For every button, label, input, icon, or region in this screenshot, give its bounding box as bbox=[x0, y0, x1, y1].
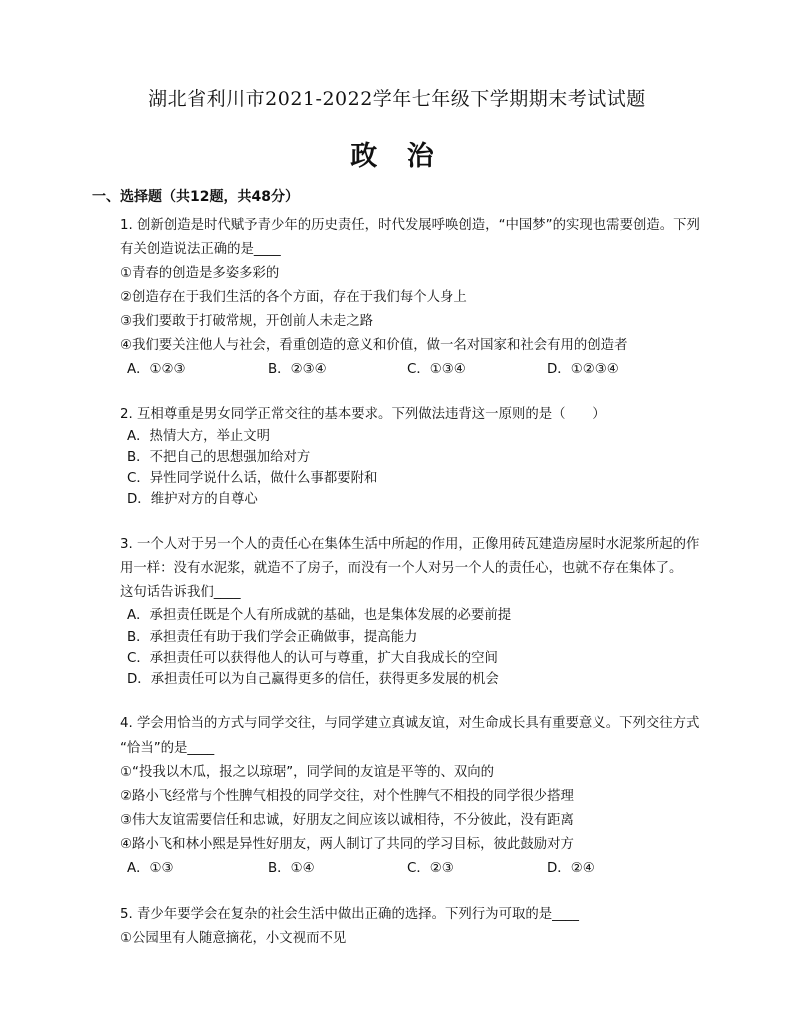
q2-option-a: A．热情大方，举止文明 bbox=[127, 429, 271, 444]
q3-stem-line2: 用一样：没有水泥浆，就造不了房子，而没有一个人对另一个人的责任心，也就不存在集体了。 bbox=[120, 561, 683, 576]
q2-option-c: C．异性同学说什么话，做什么事都要附和 bbox=[127, 471, 378, 486]
q4-statement-2: ②路小飞经常与个性脾气相投的同学交往，对个性脾气不相投的同学很少搭理 bbox=[120, 789, 574, 804]
q1-statement-3: ③我们要敢于打破常规，开创前人未走之路 bbox=[120, 314, 374, 329]
q4-options bbox=[0, 857, 794, 877]
q1-option-a: A．①②③ bbox=[127, 362, 186, 377]
q3-stem-line1: 3. 一个人对于另一个人的责任心在集体生活中所起的作用，正像用砖瓦建造房屋时水泥浆所起的作 bbox=[120, 537, 700, 552]
q2-option-b: B．不把自己的思想强加给对方 bbox=[127, 450, 311, 465]
q1-stem-line2: 有关创造说法正确的是____ bbox=[120, 242, 281, 257]
q5-stem: 5. 青少年要学会在复杂的社会生活中做出正确的选择。下列行为可取的是____ bbox=[120, 907, 579, 922]
q1-option-b: B．②③④ bbox=[268, 362, 327, 377]
q3-option-c: C．承担责任可以获得他人的认可与尊重，扩大自我成长的空间 bbox=[127, 651, 498, 666]
q1-options bbox=[0, 358, 794, 378]
q4-option-b: B．①④ bbox=[268, 861, 315, 876]
q3-stem-line3: 这句话告诉我们____ bbox=[120, 585, 241, 600]
q4-stem-line2: “恰当”的是____ bbox=[120, 741, 215, 756]
q1-statement-4: ④我们要关注他人与社会，看重创造的意义和价值，做一名对国家和社会有用的创造者 bbox=[120, 338, 628, 353]
q4-option-a: A．①③ bbox=[127, 861, 174, 876]
q4-stem-line1: 4. 学会用恰当的方式与同学交往，与同学建立真诚友谊，对生命成长具有重要意义。下列交往方式 bbox=[120, 716, 700, 731]
q1-statement-2: ②创造存在于我们生活的各个方面，存在于我们每个人身上 bbox=[120, 290, 467, 305]
q1-option-c: C．①③④ bbox=[407, 362, 466, 377]
q1-statement-1: ①青春的创造是多姿多彩的 bbox=[120, 266, 280, 281]
q3-option-b: B．承担责任有助于我们学会正确做事，提高能力 bbox=[127, 630, 418, 645]
q2-option-d: D．维护对方的自尊心 bbox=[127, 492, 258, 507]
q3-option-d: D．承担责任可以为自己赢得更多的信任，获得更多发展的机会 bbox=[127, 672, 499, 687]
q1-stem-line1: 1. 创新创造是时代赋予青少年的历史责任，时代发展呼唤创造，“中国梦”的实现也需要创造。下列 bbox=[120, 218, 700, 233]
q3-option-a: A．承担责任既是个人有所成就的基础，也是集体发展的必要前提 bbox=[127, 608, 512, 623]
q2-stem: 2. 互相尊重是男女同学正常交往的基本要求。下列做法违背这一原则的是（ ） bbox=[120, 407, 606, 422]
exam-title: 湖北省利川市2021-2022学年七年级下学期期末考试试题 bbox=[148, 88, 646, 110]
q4-statement-4: ④路小飞和林小熙是异性好朋友，两人制订了共同的学习目标，彼此鼓励对方 bbox=[120, 837, 574, 852]
q4-statement-1: ①“投我以木瓜，报之以琼琚”，同学间的友谊是平等的、双向的 bbox=[120, 765, 495, 780]
q4-option-c: C．②③ bbox=[407, 861, 454, 876]
q5-statement-1: ①公园里有人随意摘花，小文视而不见 bbox=[120, 931, 347, 946]
q1-option-d: D．①②③④ bbox=[547, 362, 619, 377]
q4-option-d: D．②④ bbox=[547, 861, 595, 876]
section-heading: 一、选择题（共12题，共48分） bbox=[92, 189, 299, 205]
subject-title: 政 治 bbox=[350, 141, 444, 172]
q4-statement-3: ③伟大友谊需要信任和忠诚，好朋友之间应该以诚相待，不分彼此，没有距离 bbox=[120, 813, 574, 828]
